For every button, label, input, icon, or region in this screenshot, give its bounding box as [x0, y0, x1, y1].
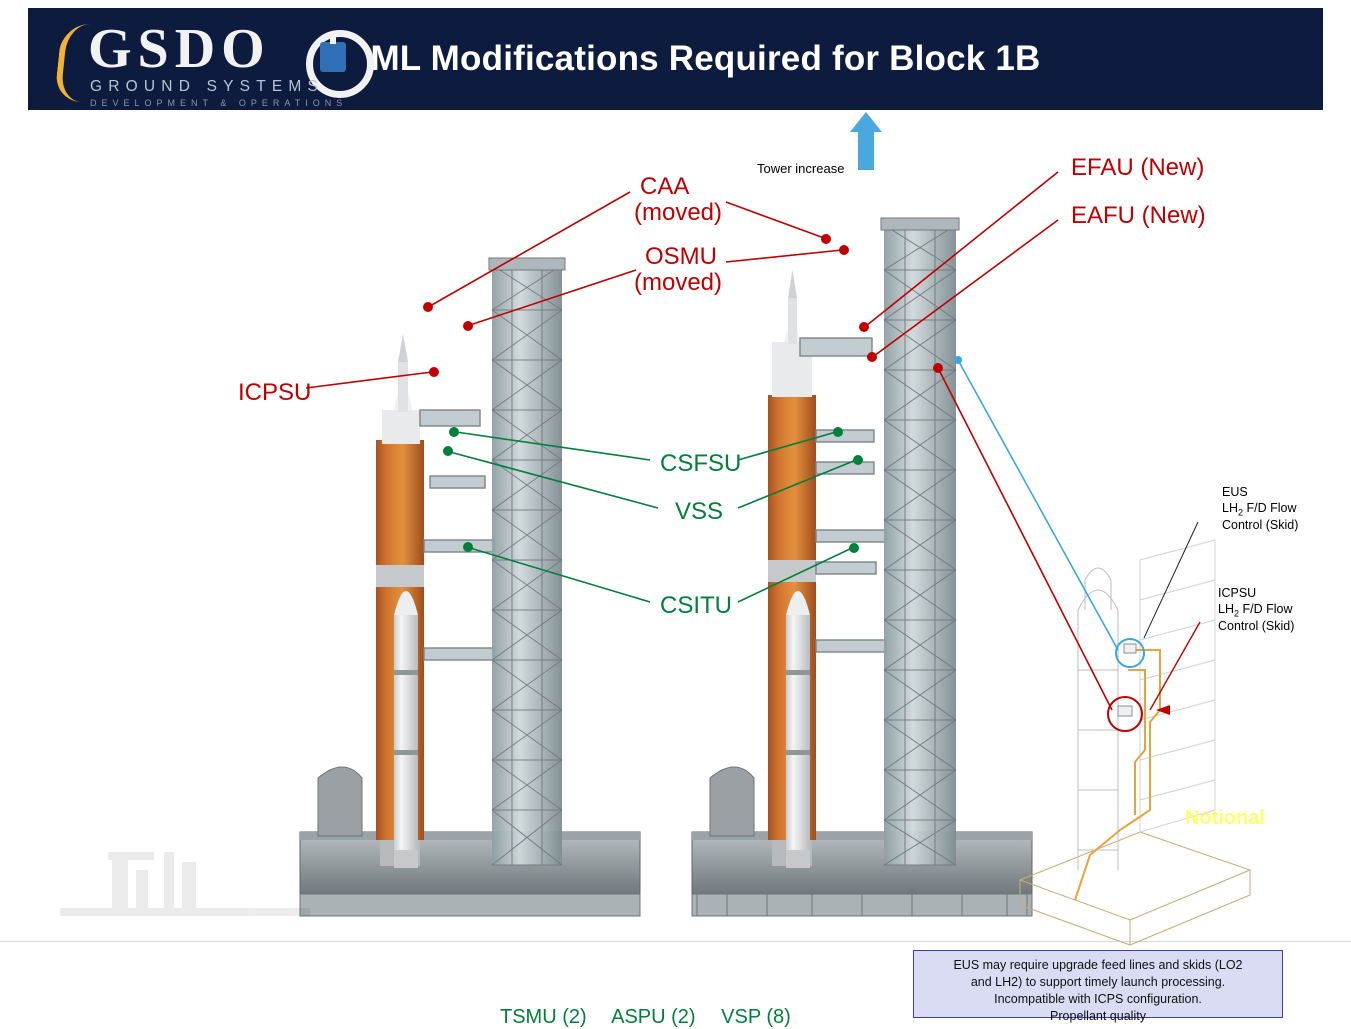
legend-item-aspu: ASPU (2) [611, 1006, 696, 1028]
csitu-label: CSITU [660, 592, 732, 619]
gsdo-logo [58, 18, 348, 108]
callout-line-2: and LH2) to support timely launch processing. [970, 974, 1226, 989]
tower-increase-arrow [850, 112, 882, 170]
eus-skid-note [1222, 485, 1298, 534]
eus-skid-note-line2: $LH_2$ F/D Flow [1222, 500, 1297, 518]
eus-skid-note-line1: EUS [1222, 485, 1248, 499]
icpsu-skid-note-line3: Control (Skid) [1218, 619, 1295, 634]
callout-box [913, 950, 1283, 1023]
header-bar [28, 8, 1323, 110]
osmu-label-line2: (moved) [634, 269, 723, 296]
caa-label-line2: (moved) [634, 199, 723, 226]
ground-silhouette [60, 852, 310, 916]
page-title: ML Modifications Required for Block 1B [370, 39, 1041, 78]
eafu-label: EAFU (New) [1071, 202, 1206, 229]
diagram-vector-layer [0, 110, 1351, 960]
tower-increase-label: Tower increase [757, 161, 845, 176]
caa-label-line1: CAA [640, 173, 690, 200]
callout-line-3: Incompatible with ICPS configuration. [994, 991, 1202, 1006]
icpsu-label: ICPSU [238, 379, 312, 406]
bottom-legend [500, 1006, 900, 1029]
legend-item-vsp: VSP (8) [721, 1006, 791, 1028]
eus-skid-note-line3: Control (Skid) [1222, 518, 1299, 533]
callout-line-4: Propellant quality [1050, 1008, 1146, 1023]
callout-line-1: EUS may require upgrade feed lines and skids (LO2 [953, 958, 1243, 972]
vss-label: VSS [675, 498, 724, 525]
left-vehicle-illustration [300, 258, 640, 916]
diagram-canvas [0, 110, 1351, 1028]
logo-wordmark: GSDO [88, 18, 271, 80]
logo-subtitle-2: DEVELOPMENT & OPERATIONS [90, 98, 348, 108]
logo-subtitle-1: GROUND SYSTEMS [90, 78, 325, 95]
logo-rocket-icon [320, 42, 346, 72]
notional-label: Notional [1185, 807, 1265, 829]
osmu-label-line1: OSMU [645, 243, 717, 270]
icpsu-skid-note-line2: $LH_2$ F/D Flow [1218, 601, 1293, 619]
csfsu-label: CSFSU [660, 450, 742, 477]
icpsu-skid-note-line1: ICPSU [1218, 586, 1257, 600]
legend-item-tsmu: TSMU (2) [500, 1006, 587, 1028]
efau-label: EFAU (New) [1071, 154, 1205, 181]
notional-skid-illustration [1020, 540, 1250, 945]
icpsu-skid-note [1218, 586, 1294, 635]
